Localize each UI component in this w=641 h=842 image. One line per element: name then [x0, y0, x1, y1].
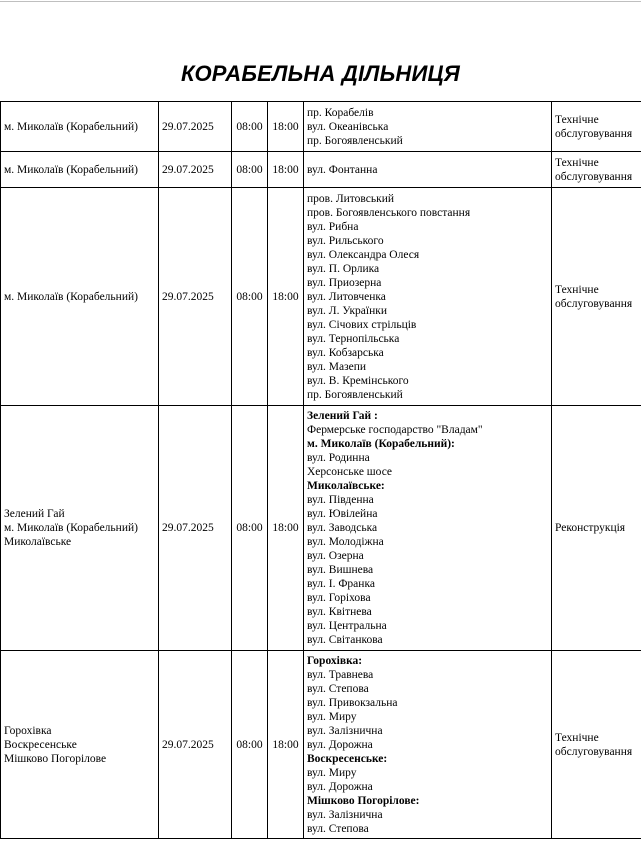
addresses-cell [304, 406, 552, 651]
work-type-cell [552, 152, 641, 188]
street-name: вул. Залізнична [307, 724, 383, 737]
street-name: вул. Січових стрільців [307, 318, 417, 331]
table-row [1, 102, 641, 152]
street-name: вул. Рибна [307, 220, 359, 233]
location-cell [1, 152, 159, 188]
street-name: вул. Дорожна [307, 780, 373, 793]
street-name: пров. Богоявленського повстання [307, 206, 471, 219]
street-name: вул. Ювілейна [307, 508, 378, 520]
settlement-heading: Миколаївське: [307, 480, 385, 492]
location-name: Воскресенське [4, 738, 77, 751]
street-name: вул. Квітнева [307, 606, 372, 618]
settlement-heading: м. Миколаїв (Корабельний): [307, 438, 455, 450]
work-type-text: обслуговування [555, 127, 633, 140]
addresses-cell [304, 152, 552, 188]
location-cell [1, 188, 159, 406]
date-cell: 29.07.2025 [159, 188, 232, 406]
date-cell: 29.07.2025 [159, 152, 232, 188]
street-name: вул. Дорожна [307, 738, 373, 751]
street-name: вул. Вишнева [307, 564, 374, 576]
table-row [1, 152, 641, 188]
work-type-cell [552, 651, 641, 839]
location-name: м. Миколаїв (Корабельний) [4, 120, 138, 133]
street-name: вул. Океанівська [307, 120, 389, 133]
start-time-cell: 08:00 [232, 102, 268, 152]
street-name: вул. Залізнична [307, 808, 383, 821]
location-name: Горохівка [4, 724, 52, 737]
location-name: м. Миколаїв (Корабельний) [4, 290, 138, 303]
addresses-cell [304, 651, 552, 839]
date-cell: 29.07.2025 [159, 102, 232, 152]
location-name: Миколаївське [4, 536, 72, 548]
street-name: вул. Тернопільська [307, 332, 400, 345]
page-top-rule [0, 1, 641, 2]
street-name: пр. Богоявленський [307, 388, 403, 401]
street-name: вул. І. Франка [307, 578, 375, 590]
street-name: вул. Олександра Олеся [307, 248, 420, 261]
location-name: Мішково Погорілове [4, 752, 107, 765]
street-name: вул. Литовченка [307, 290, 386, 303]
work-type-text: обслуговування [555, 745, 633, 758]
work-type-cell [552, 188, 641, 406]
work-type-text: Технічне [555, 156, 599, 169]
end-time-cell: 18:00 [268, 102, 304, 152]
addresses-cell [304, 188, 552, 406]
street-name: вул. Миру [307, 766, 357, 779]
work-type-cell [552, 102, 641, 152]
page-title: КОРАБЕЛЬНА ДІЛЬНИЦЯ [181, 61, 460, 86]
settlement-heading: Воскресенське: [307, 752, 388, 765]
end-time-cell: 18:00 [268, 152, 304, 188]
street-name: Фермерське господарство "Владам" [307, 424, 483, 436]
street-name: вул. Озерна [307, 550, 364, 562]
street-name: вул. Рильського [307, 234, 384, 247]
work-type-text: Технічне [555, 283, 599, 296]
start-time-cell: 08:00 [232, 188, 268, 406]
location-name: м. Миколаїв (Корабельний) [4, 163, 138, 176]
street-name: вул. Світанкова [307, 634, 383, 646]
work-type-text: обслуговування [555, 297, 633, 310]
street-name: вул. Степова [307, 682, 369, 695]
street-name: вул. Миру [307, 710, 357, 723]
start-time-cell: 08:00 [232, 651, 268, 839]
table-body [1, 102, 641, 839]
end-time-cell: 18:00 [268, 188, 304, 406]
street-name: вул. Степова [307, 822, 369, 835]
date-cell: 29.07.2025 [159, 651, 232, 839]
location-name: Зелений Гай [4, 508, 65, 520]
street-name: вул. П. Орлика [307, 262, 380, 275]
street-name: пр. Корабелів [307, 106, 374, 119]
work-type-text: обслуговування [555, 170, 633, 183]
table-row [1, 188, 641, 406]
street-name: вул. Травнева [307, 668, 374, 681]
work-type-text: Технічне [555, 113, 599, 126]
work-type-text: Реконструкція [555, 522, 626, 534]
street-name: пров. Литовський [307, 192, 395, 205]
settlement-heading: Мішково Погорілове: [307, 794, 420, 807]
start-time-cell: 08:00 [232, 152, 268, 188]
street-name: вул. Приозерна [307, 276, 382, 289]
start-time-cell: 08:00 [232, 406, 268, 651]
street-name: вул. Молодіжна [307, 536, 384, 548]
location-cell [1, 651, 159, 839]
street-name: вул. В. Кремінського [307, 374, 409, 387]
street-name: пр. Богоявленський [307, 134, 403, 147]
end-time-cell: 18:00 [268, 406, 304, 651]
street-name: вул. Горіхова [307, 592, 371, 604]
location-cell [1, 406, 159, 651]
street-name: Херсонське шосе [307, 466, 393, 478]
street-name: вул. Центральна [307, 620, 387, 632]
date-cell: 29.07.2025 [159, 406, 232, 651]
outage-schedule-table [0, 101, 641, 839]
table-row [1, 406, 641, 651]
street-name: вул. Південна [307, 494, 374, 506]
street-name: вул. Мазепи [307, 360, 367, 373]
street-name: вул. Кобзарська [307, 346, 384, 359]
street-name: вул. Заводська [307, 522, 378, 534]
street-name: вул. Родинна [307, 452, 370, 464]
street-name: вул. Привокзальна [307, 696, 398, 709]
end-time-cell: 18:00 [268, 651, 304, 839]
work-type-cell [552, 406, 641, 651]
street-name: вул. Фонтанна [307, 163, 378, 176]
settlement-heading: Зелений Гай : [307, 410, 378, 422]
settlement-heading: Горохівка: [307, 654, 363, 667]
table-row [1, 651, 641, 839]
street-name: вул. Л. Українки [307, 304, 387, 317]
location-cell [1, 102, 159, 152]
addresses-cell [304, 102, 552, 152]
location-name: м. Миколаїв (Корабельний) [4, 522, 138, 534]
work-type-text: Технічне [555, 731, 599, 744]
